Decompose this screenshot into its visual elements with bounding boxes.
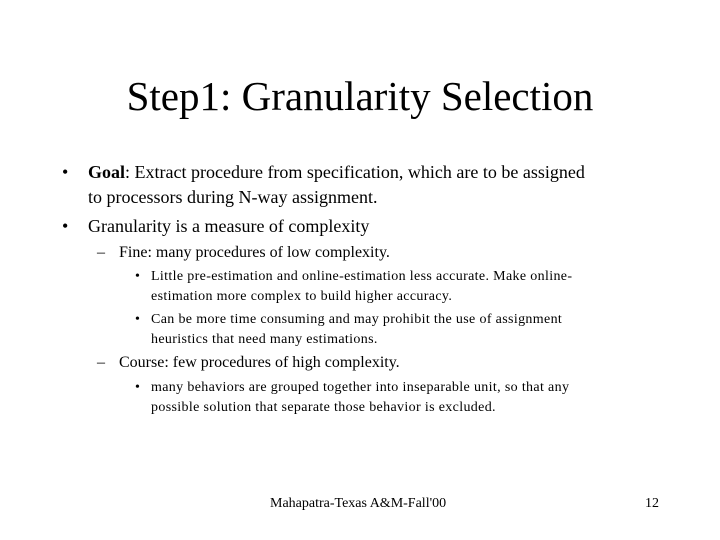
dash-marker: – — [97, 244, 105, 261]
page-number: 12 — [645, 496, 659, 511]
course-item-1-line2: possible solution that separate those behavior is excluded. — [151, 400, 496, 415]
goal-text-line1: : Extract procedure from specification, which are to be assigned — [125, 162, 585, 182]
course-text: Course: few procedures of high complexity. — [119, 354, 400, 371]
fine-item-1-line1: Little pre-estimation and online-estimation less accurate. Make online- — [151, 269, 573, 284]
slide-title: Step1: Granularity Selection — [126, 73, 594, 119]
bullet-marker: • — [62, 162, 69, 182]
fine-item-2-line1: Can be more time consuming and may prohibit the use of assignment — [151, 312, 563, 327]
bullet-marker: • — [62, 216, 69, 236]
bullet-marker: • — [135, 269, 141, 284]
fine-item-1-line2: estimation more complex to build higher accuracy. — [151, 289, 453, 304]
fine-text: Fine: many procedures of low complexity. — [119, 244, 390, 261]
bullet-marker: • — [135, 380, 141, 395]
dash-marker: – — [97, 354, 105, 371]
granularity-text: Granularity is a measure of complexity — [88, 216, 370, 236]
goal-text-line2: to processors during N-way assignment. — [88, 187, 378, 207]
fine-item-2-line2: heuristics that need many estimations. — [151, 332, 378, 347]
bullet-marker: • — [135, 312, 141, 327]
bullet-goal-line1 — [88, 160, 585, 184]
goal-label: Goal — [88, 162, 126, 182]
course-item-1-line1: many behaviors are grouped together into inseparable unit, so that any — [151, 380, 570, 395]
footer-text: Mahapatra-Texas A&M-Fall'00 — [270, 496, 447, 511]
